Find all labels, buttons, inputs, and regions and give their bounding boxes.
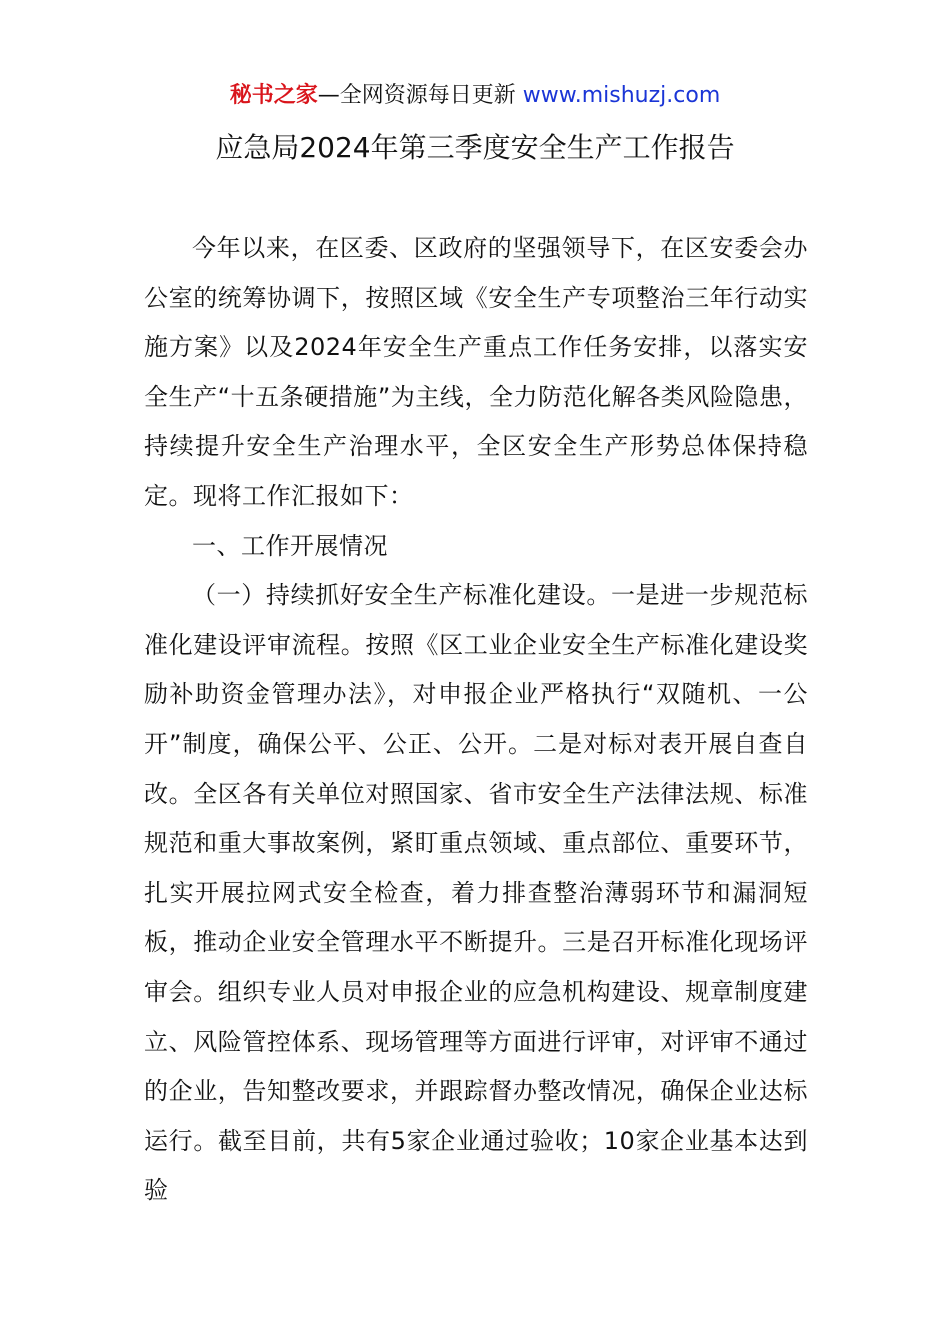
header-tagline: —全网资源每日更新 (317, 83, 523, 108)
site-url-link[interactable]: www.mishuzj.com (522, 83, 721, 108)
subsection-paragraph: （一）持续抓好安全生产标准化建设。一是进一步规范标准化建设评审流程。按照《区工业企业安全生产标准化建设奖励补助资金管理办法》，对申报企业严格执行“双随机、一公开”制度，确保公平、公正、公开。二是对标对表开展自查自改。全区各有关单位对照国家、省市安全生产法律法规、标准规范和重大事故案例，紧盯重点领域、重点部位、重要环节，扎实开展拉网式安全检查，着力排查整治薄弱环节和漏洞短板，推动企业安全管理水平不断提升。三是召开标准化现场评审会。组织专业人员对申报企业的应急机构建设、规章制度建立、风险管控体系、现场管理等方面进行评审，对评审不通过的企业，告知整改要求，并跟踪督办整改情况，确保企业达标运行。截至目前，共有5家企业通过验收；10家企业基本达到验 (144, 581, 808, 1205)
site-header (0, 80, 950, 112)
brand-name: 秘书之家 (229, 83, 318, 108)
intro-paragraph: 今年以来，在区委、区政府的坚强领导下，在区安委会办公室的统筹协调下，按照区域《安全生产专项整治三年行动实施方案》以及2024年安全生产重点工作任务安排，以落实安全生产“十五条硬措施”为主线，全力防范化解各类风险隐患，持续提升安全生产治理水平，全区安全生产形势总体保持稳定。现将工作汇报如下： (144, 234, 808, 510)
section-heading: 一、工作开展情况 (192, 531, 388, 560)
document-title: 应急局2024年第三季度安全生产工作报告 (215, 131, 735, 164)
document-body (144, 224, 808, 1216)
